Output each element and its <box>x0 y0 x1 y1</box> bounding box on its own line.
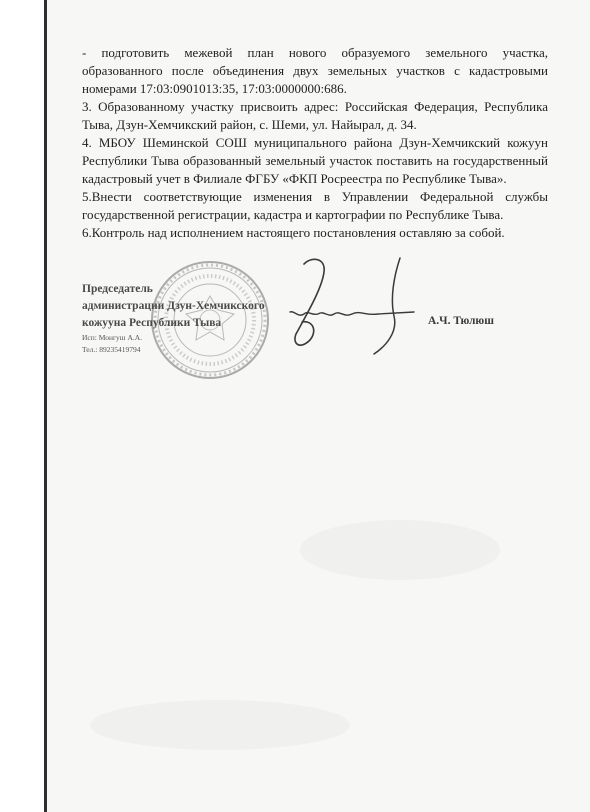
signer-title-line-3: кожууна Республики Тыва <box>82 317 222 329</box>
paragraph-address: 3. Образованному участку присвоить адрес: Российская Федерация, Республика Тыва, Дзун-Хемчикский район, с. Шеми, ул. Найырал, д. 34. <box>82 99 548 132</box>
signer-name: А.Ч. Тюлюш <box>428 315 494 327</box>
scan-left-margin <box>0 0 44 812</box>
paper-smudge <box>90 700 350 750</box>
paragraph-control: 6.Контроль над исполнением настоящего постановления оставляю за собой. <box>82 225 505 240</box>
paragraph-registration: 4. МБОУ Шеминской СОШ муниципального района Дзун-Хемчикский кожуун Республики Тыва образованный земельный участок поставить на государственный кадастровый учет в Филиале ФГБУ «ФКП Росреестра по Республике Тыва». <box>82 135 548 186</box>
signer-title-line-2: администрации Дзун-Хемчикского <box>82 300 265 312</box>
handwritten-signature <box>282 254 432 364</box>
signature-block <box>82 281 265 356</box>
binding-edge-line <box>44 0 47 812</box>
signer-title-line-1: Председатель <box>82 283 153 295</box>
document-body <box>82 44 548 242</box>
paper-smudge <box>300 520 500 580</box>
paragraph-cadastral-plan: - подготовить межевой план нового образуемого земельного участка, образованного после объединения двух земельных участков с кадастровыми номерами 17:03:0901013:35, 17:03:0000000:686. <box>82 45 548 96</box>
paragraph-changes: 5.Внести соответствующие изменения в Управлении Федеральной службы государственной регистрации, кадастра и картографии по Республике Тыва. <box>82 189 548 222</box>
executor-phone: Тел.: 89235419794 <box>82 345 141 354</box>
executor-note: Исп: Монгуш А.А. <box>82 333 143 342</box>
